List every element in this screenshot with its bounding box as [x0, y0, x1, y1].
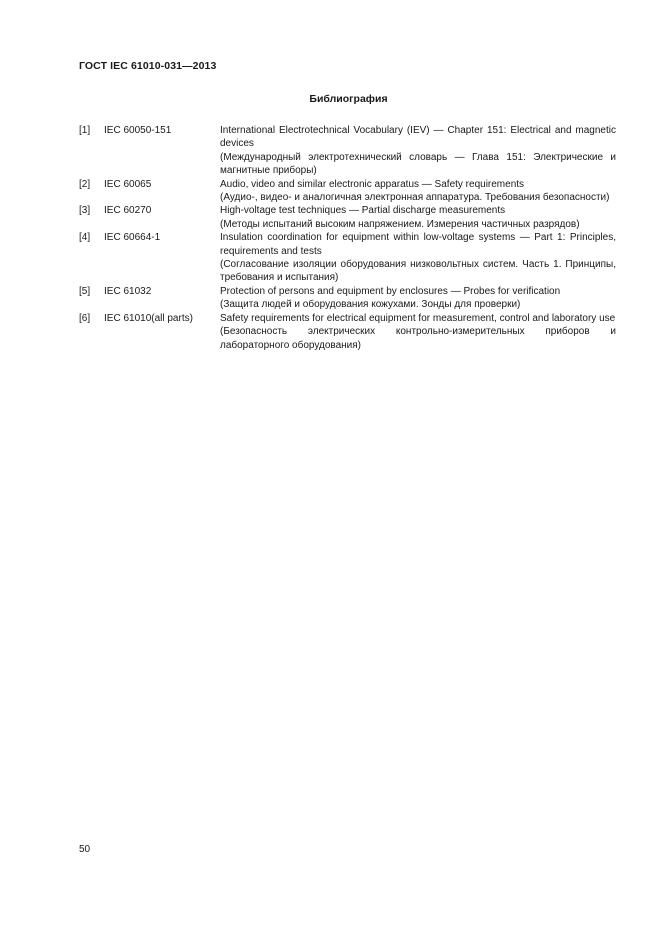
entry-standard: IEC 61010(all parts)	[104, 312, 193, 324]
entry-description	[220, 124, 616, 178]
entry-number: [1]	[79, 125, 91, 136]
bibliography-entry	[79, 285, 616, 312]
bibliography-entry	[79, 204, 616, 231]
entry-number: [3]	[79, 205, 91, 217]
entry-title-ru: (Безопасность электрических контрольно-измерительных приборов и лабораторного оборудования)	[220, 326, 616, 351]
entry-standard: IEC 60065	[104, 178, 152, 190]
entry-title-en: Audio, video and similar electronic apparatus — Safety requirements	[220, 178, 525, 190]
document-header: ГОСТ IEC 61010-031—2013	[79, 60, 217, 72]
entry-title-en: Protection of persons and equipment by enclosures — Probes for verification	[220, 285, 561, 297]
entry-title-ru: (Аудио-, видео- и аналогичная электронная аппаратура. Требования безопасности)	[220, 192, 610, 204]
bibliography-entry	[79, 231, 616, 285]
entry-title-en: High-voltage test techniques — Partial discharge measurements	[220, 205, 506, 217]
entry-description	[220, 231, 616, 285]
bibliography-entry	[79, 124, 616, 178]
page-number: 50	[79, 844, 91, 855]
bibliography-entry	[79, 312, 616, 352]
entry-title-en: Insulation coordination for equipment within low-voltage systems — Part 1: Principles, requirements and tests	[220, 232, 616, 257]
entry-number: [4]	[79, 232, 91, 244]
bibliography-entry	[79, 178, 616, 205]
entry-number: [6]	[79, 312, 91, 324]
entry-title-ru: (Согласование изоляции оборудования низковольтных систем. Часть 1. Принципы, требования и испытания)	[220, 259, 616, 284]
entry-standard: IEC 60050-151	[104, 125, 172, 136]
entry-description	[220, 285, 616, 312]
entry-number: [2]	[79, 178, 91, 190]
entry-title-ru: (Защита людей и оборудования кожухами. Зонды для проверки)	[220, 299, 521, 311]
entry-title-en: Safety requirements for electrical equipment for measurement, control and laboratory use	[220, 312, 616, 324]
entry-standard: IEC 61032	[104, 285, 152, 297]
bibliography-list	[79, 124, 616, 352]
entry-description	[220, 204, 616, 231]
entry-title-ru: (Международный электротехнический словарь — Глава 151: Электрические и магнитные приборы)	[220, 151, 616, 177]
entry-description	[220, 312, 616, 352]
entry-description	[220, 178, 616, 205]
entry-number: [5]	[79, 285, 91, 297]
entry-standard: IEC 60664-1	[104, 232, 161, 244]
entry-standard: IEC 60270	[104, 205, 152, 217]
entry-title-ru: (Методы испытаний высоким напряжением. Измерения частичных разрядов)	[220, 218, 580, 230]
entry-title-en: International Electrotechnical Vocabulary (IEV) — Chapter 151: Electrical and magnetic devices	[220, 125, 616, 150]
page-title: Библиография	[309, 93, 388, 105]
